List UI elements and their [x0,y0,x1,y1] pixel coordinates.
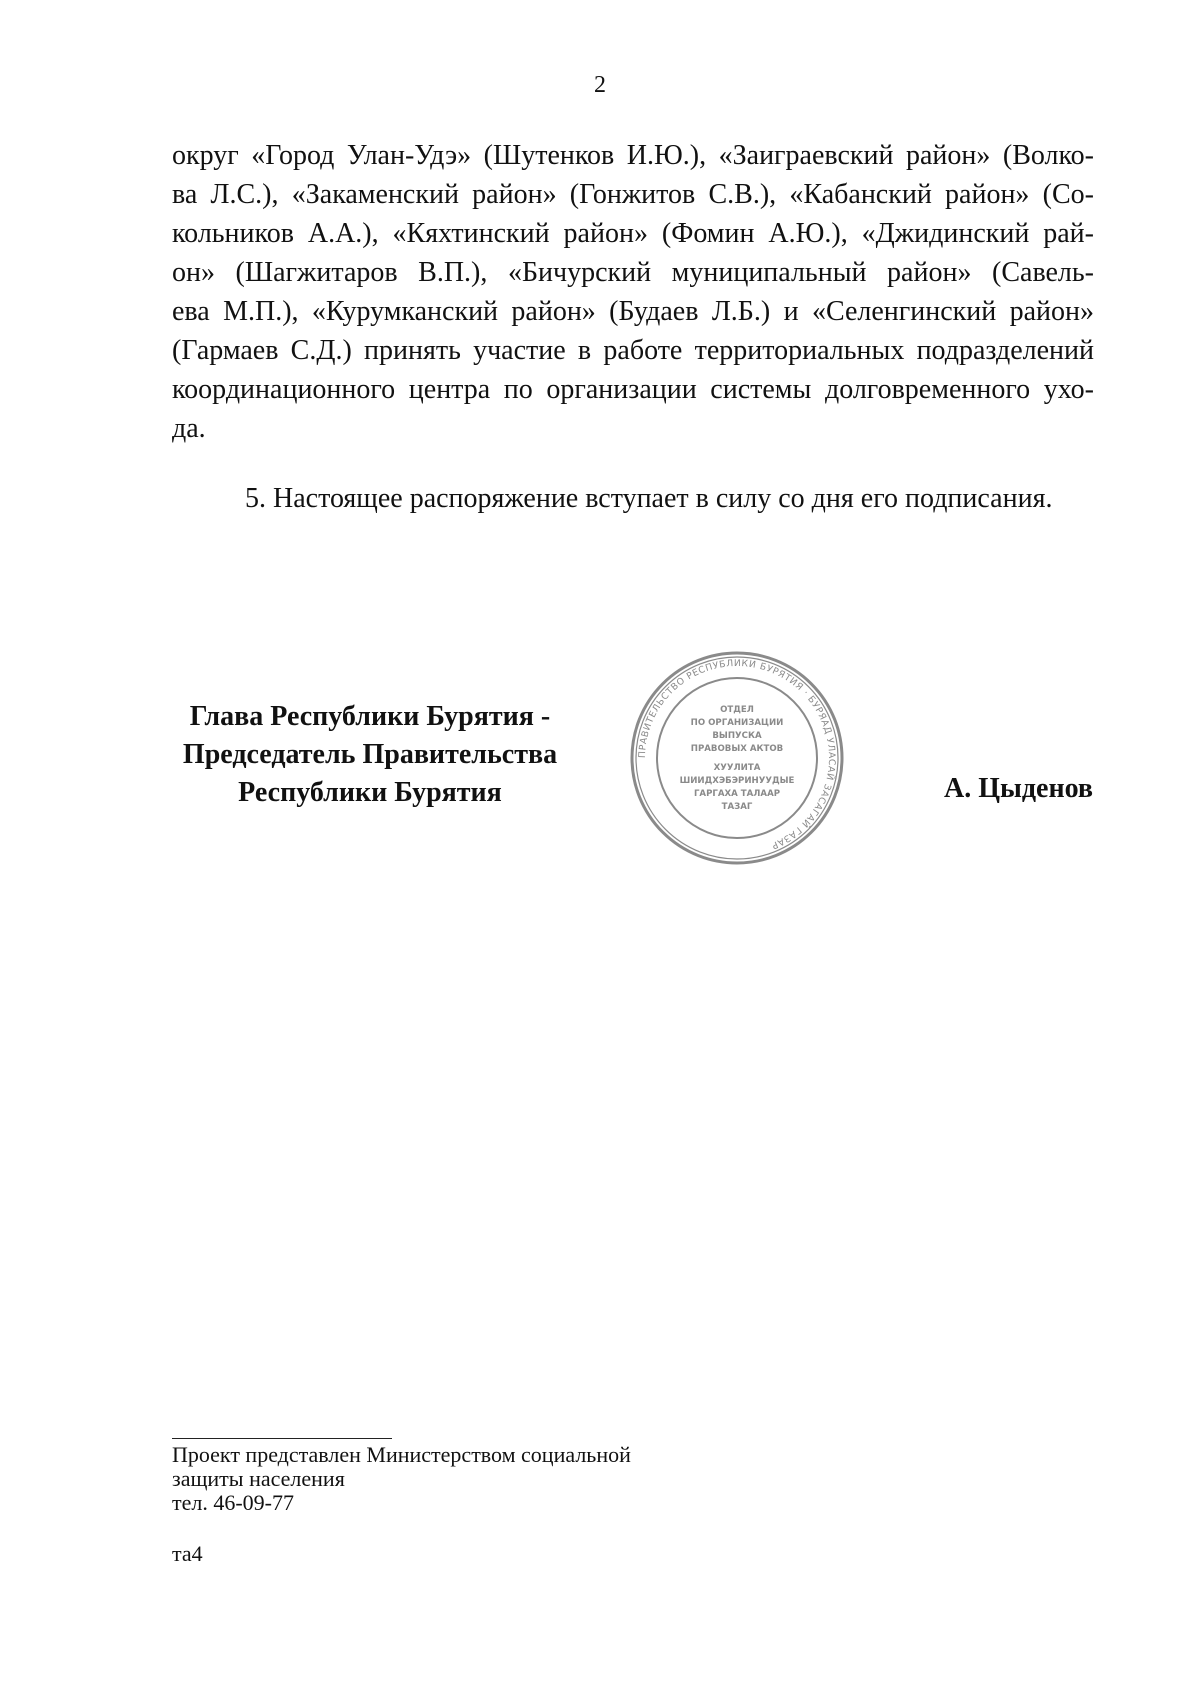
seal-inner-line: ОТДЕЛ [720,705,754,715]
footnote-line: защиты населения [172,1466,345,1491]
seal-ring-textpath: ПРАВИТЕЛЬСТВО РЕСПУБЛИКИ БУРЯТИЯ · БУРЯАД УЛАСАЙ ЗАСАГАЙ ГАЗАР [636,657,838,851]
seal-inner-line: ВЫПУСКА [712,731,762,741]
seal-inner-line: ШИИДХЭБЭРИНУУДЫЕ [679,776,795,786]
signatory-title-line: Республики Бурятия [238,777,502,808]
seal-inner-line: ТАЗАГ [721,802,753,812]
paragraph-5: 5. Настоящее распоряжение вступает в силу со дня его подписания. [245,483,1053,514]
footnote-line: Проект представлен Министерством социальной [172,1442,631,1467]
seal-inner-line: ХУУЛИТА [713,763,761,773]
signatory-title-line: Председатель Правительства [182,739,558,770]
body-line: координационного центра по организации системы долговременного ухо- [172,374,1094,405]
signatory-title-line: Глава Республики Бурятия - [189,701,551,732]
page-number: 2 [594,72,606,98]
footnote-line: тел. 46-09-77 [172,1490,295,1515]
body-line: округ «Город Улан-Удэ» (Шутенков И.Ю.), «Заиграевский район» (Волко- [172,140,1094,171]
body-line: ва Л.С.), «Закаменский район» (Гонжитов С.В.), «Кабанский район» (Со- [172,179,1094,210]
body-line: ева М.П.), «Курумканский район» (Будаев Л.Б.) и «Селенгинский район» [172,296,1094,327]
body-line: кольников А.А.), «Кяхтинский район» (Фомин А.Ю.), «Джидинский рай- [172,218,1094,249]
body-line: да. [172,413,206,444]
seal-ring-text [637,658,837,851]
body-line: он» (Шагжитаров В.П.), «Бичурский муниципальный район» (Савель- [172,257,1094,288]
seal-inner-line: ПРАВОВЫХ АКТОВ [690,744,784,754]
signer-name: А. Цыденов [944,773,1094,804]
footnote-divider [172,1438,392,1439]
reference-code: та4 [172,1541,203,1566]
body-line: (Гармаев С.Д.) принять участие в работе территориальных подразделений [172,335,1094,366]
official-seal-stamp [627,648,847,868]
seal-inner-line: ПО ОРГАНИЗАЦИИ [690,718,784,728]
signatory-title [160,698,580,812]
seal-inner-line: ГАРГАХА ТАЛААР [693,789,781,799]
footnote [172,1443,631,1515]
body-paragraph [172,136,1094,448]
